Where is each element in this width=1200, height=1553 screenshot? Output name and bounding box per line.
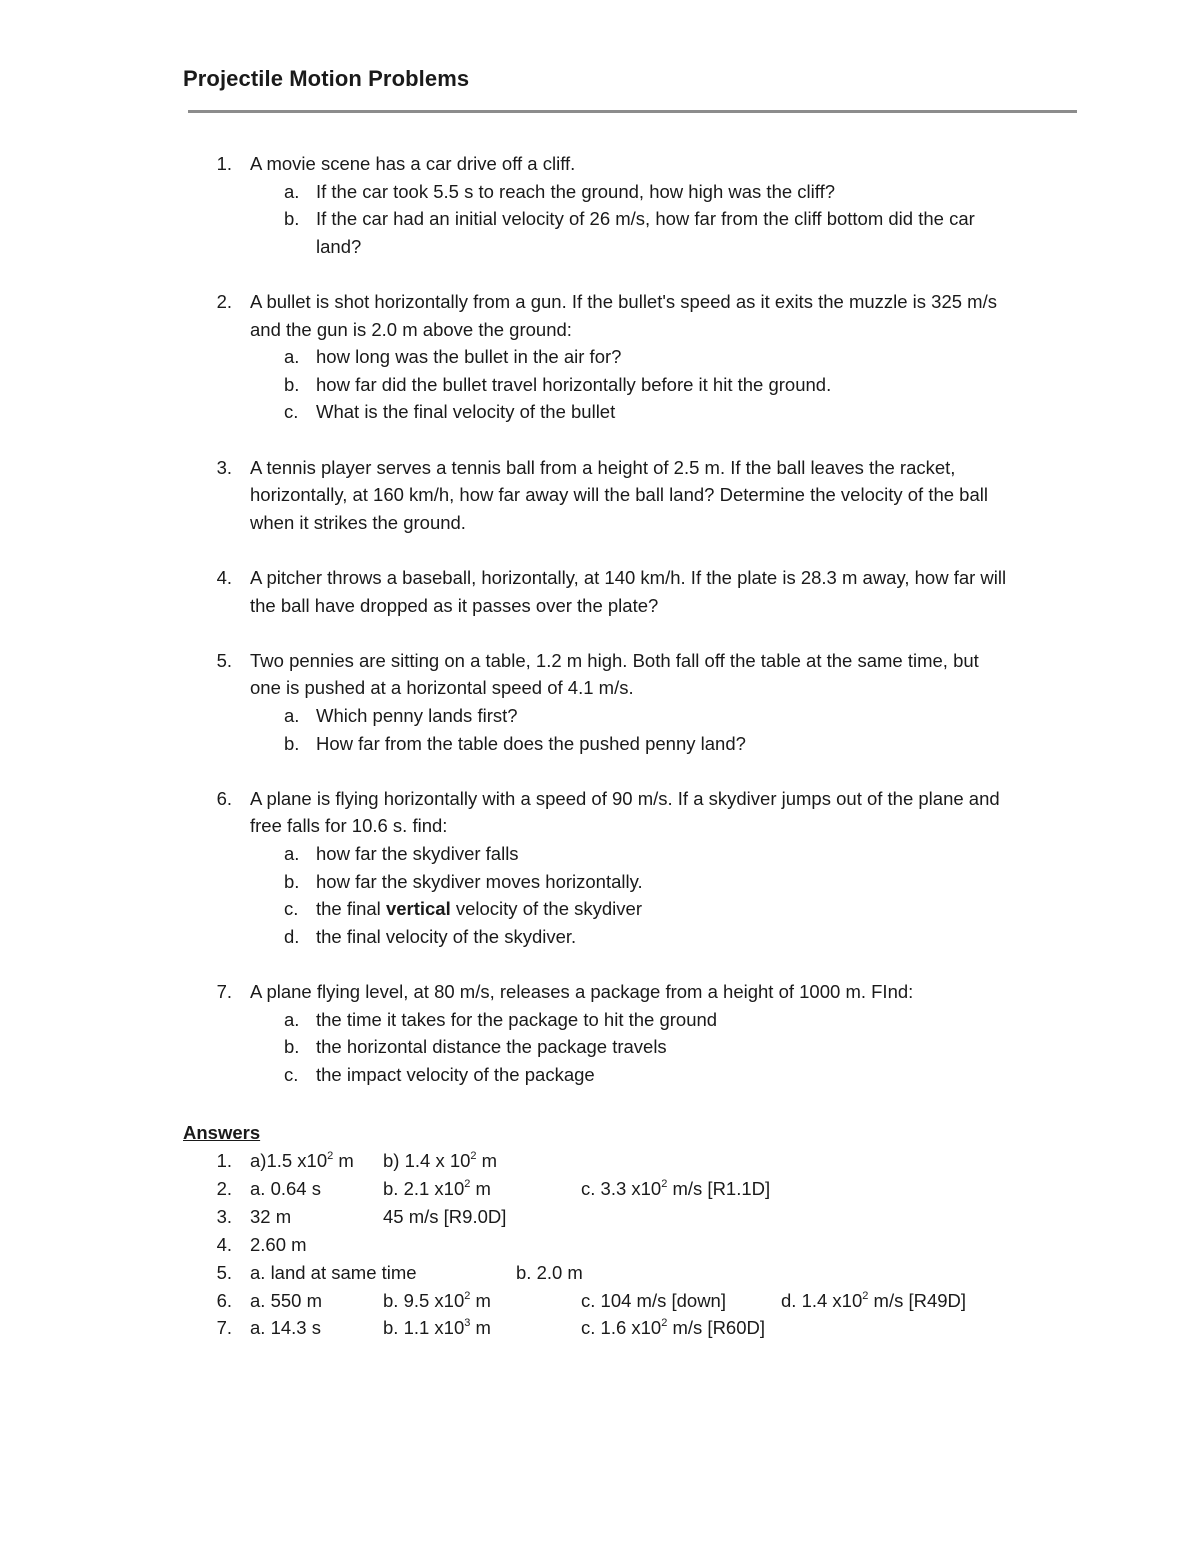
answer-number: 3. — [216, 1205, 232, 1227]
answer-base: a. 550 m — [250, 1289, 322, 1311]
answer-value — [250, 1316, 321, 1340]
subquestion-text: If the car took 5.5 s to reach the ground, how high was the cliff? — [316, 180, 835, 202]
problem-text: A pitcher throws a baseball, horizontally, at 140 km/h. If the plate is 28.3 m away, how far will — [250, 567, 1007, 588]
answer-base: c. 1.6 x10 — [581, 1317, 662, 1339]
answer-base: b. 9.5 x10 — [383, 1289, 465, 1311]
answer-exponent: 2 — [464, 1177, 471, 1190]
problem-number: 4. — [216, 567, 232, 588]
subquestion-text-post: velocity of the skydiver — [450, 898, 642, 920]
answer-base: a. 0.64 s — [250, 1177, 321, 1199]
subquestion-text — [316, 897, 642, 921]
answer-exponent: 2 — [862, 1289, 869, 1302]
subquestion-text: how far the skydiver falls — [316, 843, 519, 864]
answer-base: b. 2.1 x10 — [383, 1177, 465, 1199]
answer-unit: m/s [R49D] — [868, 1289, 967, 1311]
subquestion-label: b. — [284, 732, 300, 754]
answer-value — [250, 1261, 417, 1285]
problem-text: one is pushed at a horizontal speed of 4.1 m/s. — [250, 677, 634, 699]
problem-number: 3. — [216, 456, 232, 478]
subquestion-text: how far the skydiver moves horizontally. — [316, 870, 643, 892]
answer-unit: m — [470, 1317, 491, 1339]
answer-base: a. land at same time — [250, 1261, 417, 1283]
answer-exponent: 2 — [661, 1177, 668, 1190]
answer-base: a)1.5 x10 — [250, 1150, 328, 1171]
subquestion-label: b. — [284, 1036, 300, 1058]
answer-base: 32 m — [250, 1205, 292, 1227]
subquestion-text: the impact velocity of the package — [316, 1063, 595, 1085]
answers-heading: Answers — [183, 1122, 261, 1143]
answer-base: b) 1.4 x 10 — [383, 1150, 471, 1171]
answer-unit: m/s [R60D] — [667, 1317, 766, 1339]
answer-unit: m — [470, 1177, 491, 1199]
answer-value — [383, 1205, 506, 1229]
answer-value — [383, 1149, 497, 1173]
answer-value — [250, 1149, 354, 1173]
answer-base: d. 1.4 x10 — [781, 1289, 863, 1311]
answer-exponent: 2 — [464, 1289, 471, 1302]
emphasis-word: vertical — [385, 898, 451, 920]
answer-number: 6. — [216, 1289, 232, 1311]
answer-unit: m — [476, 1150, 498, 1171]
subquestion-text: how long was the bullet in the air for? — [316, 346, 622, 368]
subquestion-label: a. — [284, 346, 300, 368]
problem-number: 5. — [216, 649, 232, 671]
subquestion-label: c. — [284, 401, 299, 423]
subquestion-label: a. — [284, 705, 300, 726]
subquestion-label: a. — [284, 843, 300, 864]
problem-text: free falls for 10.6 s. find: — [250, 815, 448, 837]
subquestion-label: a. — [284, 1008, 300, 1030]
answer-value — [250, 1289, 322, 1313]
answer-number: 5. — [216, 1261, 232, 1283]
title-divider — [188, 110, 1077, 113]
answer-value — [581, 1177, 770, 1201]
problem-text: A bullet is shot horizontally from a gun. If the bullet's speed as it exits the muzzle is 325 m/s — [250, 291, 997, 312]
answer-base: b. 1.1 x10 — [383, 1317, 465, 1339]
problem-text: A plane flying level, at 80 m/s, releases a package from a height of 1000 m. FInd: — [250, 981, 914, 1002]
subquestion-label: c. — [284, 1063, 299, 1085]
problem-number: 1. — [216, 153, 232, 174]
answer-base: c. 3.3 x10 — [581, 1177, 662, 1199]
answer-base: a. 14.3 s — [250, 1317, 321, 1339]
answer-number: 2. — [216, 1177, 232, 1199]
answer-base: b. 2.0 m — [516, 1261, 583, 1283]
answer-value — [250, 1233, 307, 1257]
problem-number: 7. — [216, 981, 232, 1002]
problem-text: A plane is flying horizontally with a speed of 90 m/s. If a skydiver jumps out of the plane and — [250, 787, 1000, 809]
subquestion-text: the final velocity of the skydiver. — [316, 925, 577, 947]
answer-value — [383, 1177, 491, 1201]
answer-value — [383, 1316, 491, 1340]
answer-exponent: 2 — [661, 1317, 668, 1330]
answer-value — [781, 1289, 966, 1313]
problem-text: and the gun is 2.0 m above the ground: — [250, 318, 572, 340]
answer-number: 4. — [216, 1233, 232, 1255]
answer-number: 7. — [216, 1317, 232, 1339]
problem-text: when it strikes the ground. — [250, 511, 466, 533]
subquestion-label: a. — [284, 180, 300, 202]
answer-value — [516, 1261, 583, 1285]
subquestion-label: b. — [284, 208, 300, 230]
subquestion-label: b. — [284, 870, 300, 892]
subquestion-text: land? — [316, 235, 362, 257]
answer-value — [250, 1205, 291, 1229]
problem-text: the ball have dropped as it passes over the plate? — [250, 594, 659, 616]
problem-text: A movie scene has a car drive off a cliff. — [250, 153, 576, 174]
answer-base: 45 m/s [R9.0D] — [383, 1205, 507, 1227]
subquestion-text: the time it takes for the package to hit the ground — [316, 1008, 718, 1030]
answer-unit: m/s [R1.1D] — [667, 1177, 771, 1199]
problem-number: 2. — [216, 291, 232, 312]
answer-exponent: 3 — [464, 1317, 471, 1330]
answer-unit: m — [333, 1150, 354, 1171]
answer-number: 1. — [216, 1150, 232, 1171]
page-title: Projectile Motion Problems — [183, 66, 470, 91]
subquestion-label: b. — [284, 373, 300, 395]
subquestion-text: how far did the bullet travel horizontally before it hit the ground. — [316, 373, 832, 395]
subquestion-label: d. — [284, 925, 300, 947]
answer-value — [250, 1177, 321, 1201]
subquestion-text: How far from the table does the pushed penny land? — [316, 732, 746, 754]
answer-unit: m — [470, 1289, 491, 1311]
subquestion-text: If the car had an initial velocity of 26 m/s, how far from the cliff bottom did the car — [316, 208, 975, 230]
answer-base: c. 104 m/s [down] — [581, 1289, 726, 1311]
answer-value — [581, 1289, 726, 1313]
subquestion-text-pre: the final — [316, 898, 386, 920]
answer-value — [581, 1316, 765, 1340]
subquestion-label: c. — [284, 898, 299, 920]
answer-exponent: 2 — [327, 1150, 334, 1162]
problem-text: A tennis player serves a tennis ball from a height of 2.5 m. If the ball leaves the racket, — [250, 456, 956, 478]
problem-number: 6. — [216, 787, 232, 809]
subquestion-text: the horizontal distance the package travels — [316, 1036, 667, 1058]
answer-exponent: 2 — [470, 1150, 477, 1162]
answer-value — [383, 1289, 491, 1313]
subquestion-text: What is the final velocity of the bullet — [316, 401, 616, 423]
problem-text: Two pennies are sitting on a table, 1.2 m high. Both fall off the table at the same time, but — [250, 649, 979, 671]
problem-text: horizontally, at 160 km/h, how far away will the ball land? Determine the velocity of the ball — [250, 484, 988, 506]
subquestion-text: Which penny lands first? — [316, 705, 518, 726]
answer-base: 2.60 m — [250, 1233, 307, 1255]
